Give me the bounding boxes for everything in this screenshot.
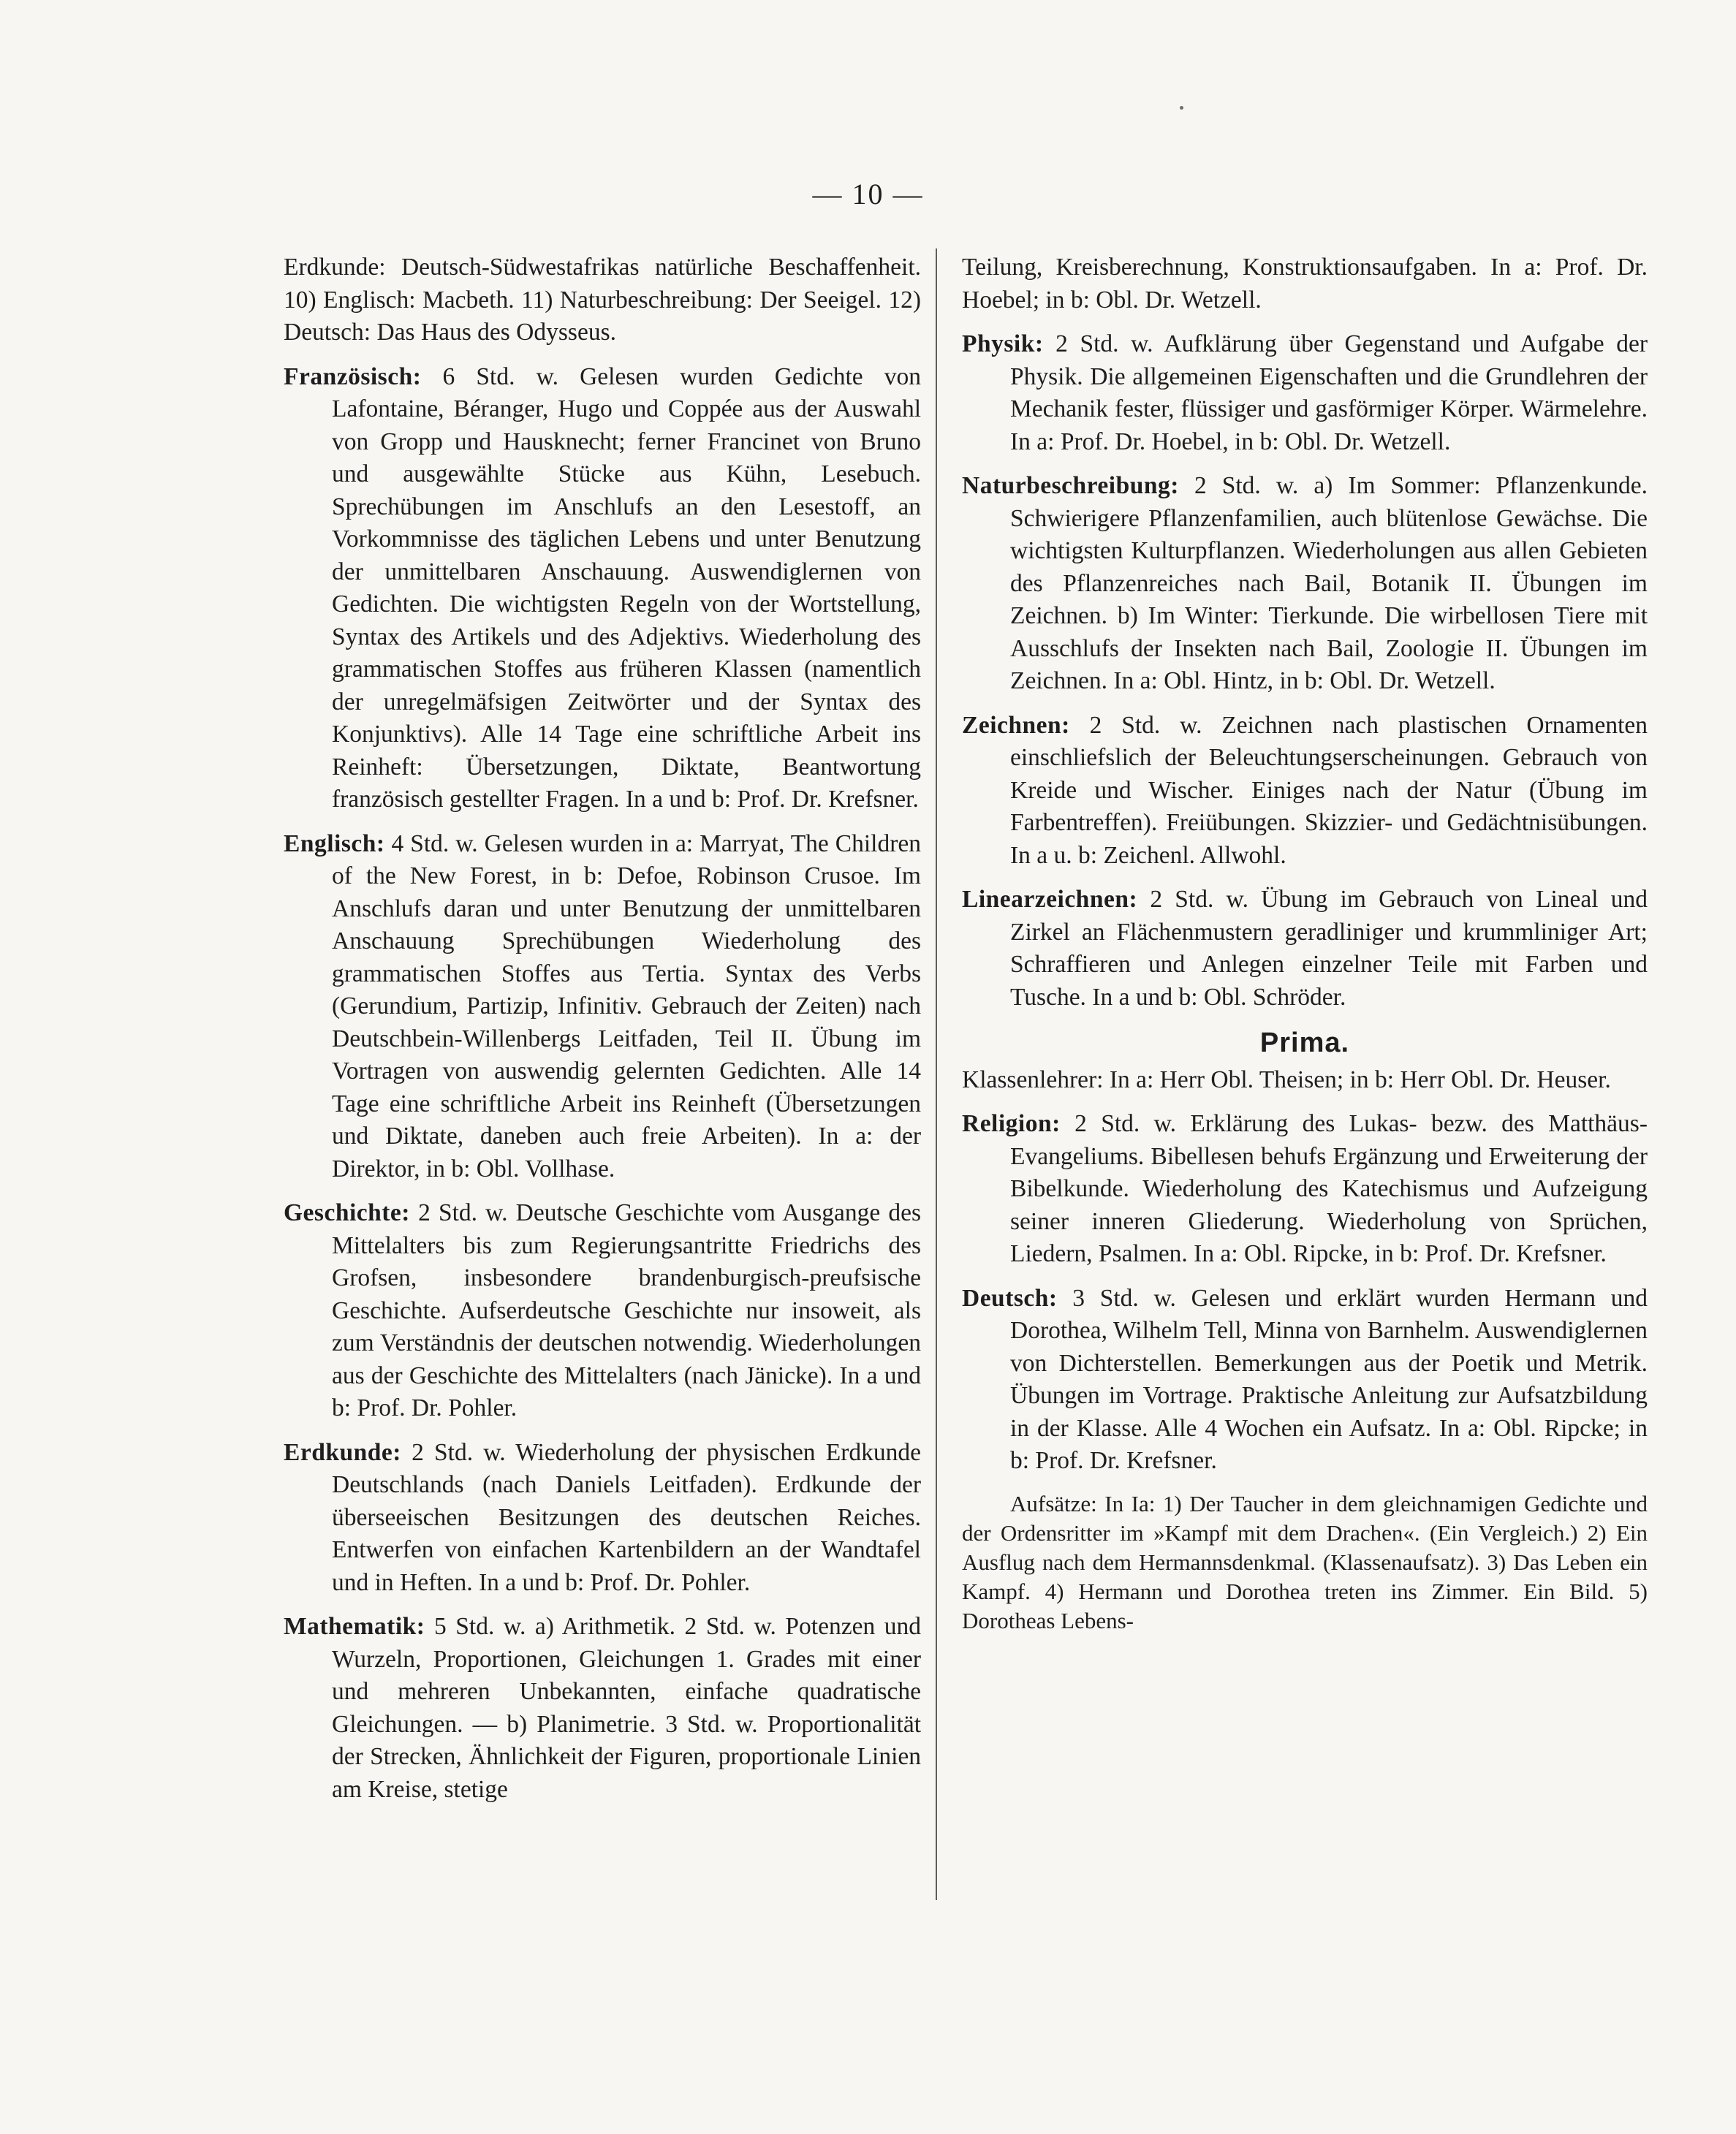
entry-text: 4 Std. w. Gelesen wurden in a: Marryat, The Children of the New Forest, in b: Defoe, Robinson Crusoe. Im Anschlufs daran und unter Benutzung der unmittelbaren Anschauung Sprechübungen Wiederholung des grammatischen Stoffes aus Tertia. Syntax des Verbs (Gerundium, Partizip, Infinitiv. Gebrauch der Zeiten) nach Deutschbein-Willenbergs Leitfaden, Teil II. Übung im Vortragen von auswendig gelernten Gedichten. Alle 14 Tage eine schriftliche Arbeit ins Reinheft (Übersetzungen und Diktate, daneben auch freie Arbeiten). In a: der Direktor, in b: Obl. Vollhase. bbox=[332, 829, 921, 1182]
entry-text: 2 Std. w. Wiederholung der physischen Erdkunde Deutschlands (nach Daniels Leitfaden). Erdkunde der überseeischen Besitzungen des deutschen Reiches. Entwerfen von einfachen Kartenbildern an der Wandtafel und in Heften. In a und b: Prof. Dr. Pohler. bbox=[332, 1438, 921, 1596]
section-title-prima: Prima. bbox=[1259, 1028, 1350, 1058]
entry-zeichnen bbox=[962, 710, 1648, 873]
entry-mathematik bbox=[284, 1611, 921, 1806]
entry-physik bbox=[962, 328, 1648, 458]
aufsaetze-list: Aufsätze: In Ia: 1) Der Taucher in dem gleichnamigen Gedichte und der Ordensritter im »Kampf mit dem Drachen«. (Ein Vergleich.) 2) Ein Ausflug nach dem Hermannsdenkmal. (Klassenaufsatz). 3) Das Leben ein Kampf. 4) Hermann und Dorothea treten ins Zimmer. Ein Bild. 5) Dorotheas Lebens- bbox=[962, 1490, 1648, 1633]
entry-heading: Englisch: bbox=[284, 829, 385, 857]
entry-erdkunde bbox=[284, 1437, 921, 1600]
entry-heading: Zeichnen: bbox=[962, 711, 1070, 739]
entry-text: Erdkunde: Deutsch-Südwestafrikas natürliche Beschaffenheit. 10) Englisch: Macbeth. 11) Naturbeschreibung: Der Seeigel. 12) Deutsch: Das Haus des Odysseus. bbox=[284, 254, 921, 346]
entry-deutsch bbox=[962, 1283, 1648, 1478]
page-number: — 10 — bbox=[812, 178, 924, 210]
entry-franzoesisch bbox=[284, 361, 921, 816]
class-teacher-line: Klassenlehrer: In a: Herr Obl. Theisen; in b: Herr Obl. Dr. Heuser. bbox=[962, 1066, 1611, 1093]
entry-text: Teilung, Kreisberechnung, Konstruktionsaufgaben. In a: Prof. Dr. Hoebel; in b: Obl. Dr. Wetzell. bbox=[962, 254, 1648, 314]
entry-text: 2 Std. w. Übung im Gebrauch von Lineal und Zirkel an Flächenmustern geradliniger und krummliniger Art; Schraffieren und Anlegen einzelner Teile mit Farben und Tusche. In a und b: Obl. Schröder. bbox=[1010, 886, 1648, 1011]
entry-naturbeschreibung bbox=[962, 470, 1648, 698]
entry-religion bbox=[962, 1108, 1648, 1271]
entry-text: 2 Std. w. Deutsche Geschichte vom Ausgange des Mittelalters bis zum Regierungsantritte Friedrichs des Grofsen, insbesondere brandenburgisch-preufsische Geschichte. Aufserdeutsche Geschichte nur insoweit, als zum Verständnis der deutschen notwendig. Wiederholungen aus der Geschichte des Mittelalters (nach Jänicke). In a und b: Prof. Dr. Pohler. bbox=[332, 1199, 921, 1421]
entry-heading: Französisch: bbox=[284, 362, 422, 390]
entry-heading: Geschichte: bbox=[284, 1199, 410, 1226]
entry-text: 3 Std. w. Gelesen und erklärt wurden Hermann und Dorothea, Wilhelm Tell, Minna von Barnhelm. Auswendiglernen von Dichterstellen. Bemerkungen aus der Poetik und Metrik. Übungen im Vortrage. Praktische Anleitung zur Aufsatzbildung in der Klasse. Alle 4 Wochen ein Aufsatz. In a: Obl. Ripcke; in b: Prof. Dr. Krefsner. bbox=[1010, 1284, 1648, 1474]
column-divider bbox=[936, 248, 937, 1900]
entry-englisch bbox=[284, 828, 921, 1186]
right-column bbox=[962, 251, 1648, 1636]
entry-text: 2 Std. w. a) Im Sommer: Pflanzenkunde. Schwierigere Pflanzenfamilien, auch blütenlose Gewächse. Die wichtigsten Kulturpflanzen. Wiederholungen aus allen Gebieten des Pflanzenreiches nach Bail, Botanik II. Übungen im Zeichnen. b) Im Winter: Tierkunde. Die wirbellosen Tiere mit Ausschlufs der Insekten nach Bail, Zoologie II. Übungen im Zeichnen. In a: Obl. Hintz, in b: Obl. Dr. Wetzell. bbox=[1010, 472, 1648, 694]
entry-heading: Naturbeschreibung: bbox=[962, 472, 1179, 499]
entry-heading: Mathematik: bbox=[284, 1613, 425, 1640]
entry-heading: Linearzeichnen: bbox=[962, 886, 1138, 913]
entry-text: 2 Std. w. Zeichnen nach plastischen Ornamenten einschliefslich der Beleuchtungserscheinungen. Gebrauch von Kreide und Wischer. Einiges nach der Natur (Übung im Farbentreffen). Freiübungen. Skizzier- und Gedächtnisübungen. In a u. b: Zeichenl. Allwohl. bbox=[1010, 711, 1648, 869]
entry-geschichte bbox=[284, 1197, 921, 1425]
entry-text: 2 Std. w. Erklärung des Lukas- bezw. des Matthäus-Evangeliums. Bibellesen behufs Ergänzung und Erweiterung der Bibelkunde. Wiederholung des Katechismus und Aufzeigung seiner inneren Gliederung. Wiederholung von Sprüchen, Liedern, Psalmen. In a: Obl. Ripcke, in b: Prof. Dr. Krefsner. bbox=[1010, 1110, 1648, 1267]
entry-continuation bbox=[284, 251, 921, 349]
entry-heading: Physik: bbox=[962, 330, 1044, 357]
entry-text: 2 Std. w. Aufklärung über Gegenstand und Aufgabe der Physik. Die allgemeinen Eigenschaften und die Grundlehren der Mechanik fester, flüssiger und gasförmiger Körper. Wärmelehre. In a: Prof. Dr. Hoebel, in b: Obl. Dr. Wetzell. bbox=[1010, 330, 1648, 455]
entry-heading: Religion: bbox=[962, 1110, 1061, 1137]
entry-heading: Erdkunde: bbox=[284, 1438, 401, 1466]
entry-heading: Deutsch: bbox=[962, 1284, 1058, 1312]
left-column bbox=[284, 251, 921, 1818]
entry-text: 5 Std. w. a) Arithmetik. 2 Std. w. Potenzen und Wurzeln, Proportionen, Gleichungen 1. Grades mit einer und mehreren Unbekannten, einfache quadratische Gleichungen. — b) Planimetrie. 3 Std. w. Proportionalität der Strecken, Ähnlichkeit der Figuren, proportionale Linien am Kreise, stetige bbox=[332, 1613, 922, 1803]
entry-linearzeichnen bbox=[962, 884, 1648, 1014]
scan-speck bbox=[1180, 106, 1183, 110]
entry-text: 6 Std. w. Gelesen wurden Gedichte von Lafontaine, Béranger, Hugo und Coppée aus der Auswahl von Gropp und Hausknecht; ferner Francinet von Bruno und ausgewählte Stücke aus Kühn, Lesebuch. Sprechübungen im Anschlufs an den Lesestoff, an Vorkommnisse des täglichen Lebens und unter Benutzung der unmittelbaren Anschauung. Auswendiglernen von Gedichten. Die wichtigsten Regeln von der Wortstellung, Syntax des Artikels und des Adjektivs. Wiederholung des grammatischen Stoffes aus früheren Klassen (namentlich der unregelmäfsigen Zeitwörter und der Syntax des Konjunktivs). Alle 14 Tage eine schriftliche Arbeit ins Reinheft: Übersetzungen, Diktate, Beantwortung französisch gestellter Fragen. In a und b: Prof. Dr. Krefsner. bbox=[332, 362, 922, 813]
entry-continuation bbox=[962, 251, 1648, 316]
